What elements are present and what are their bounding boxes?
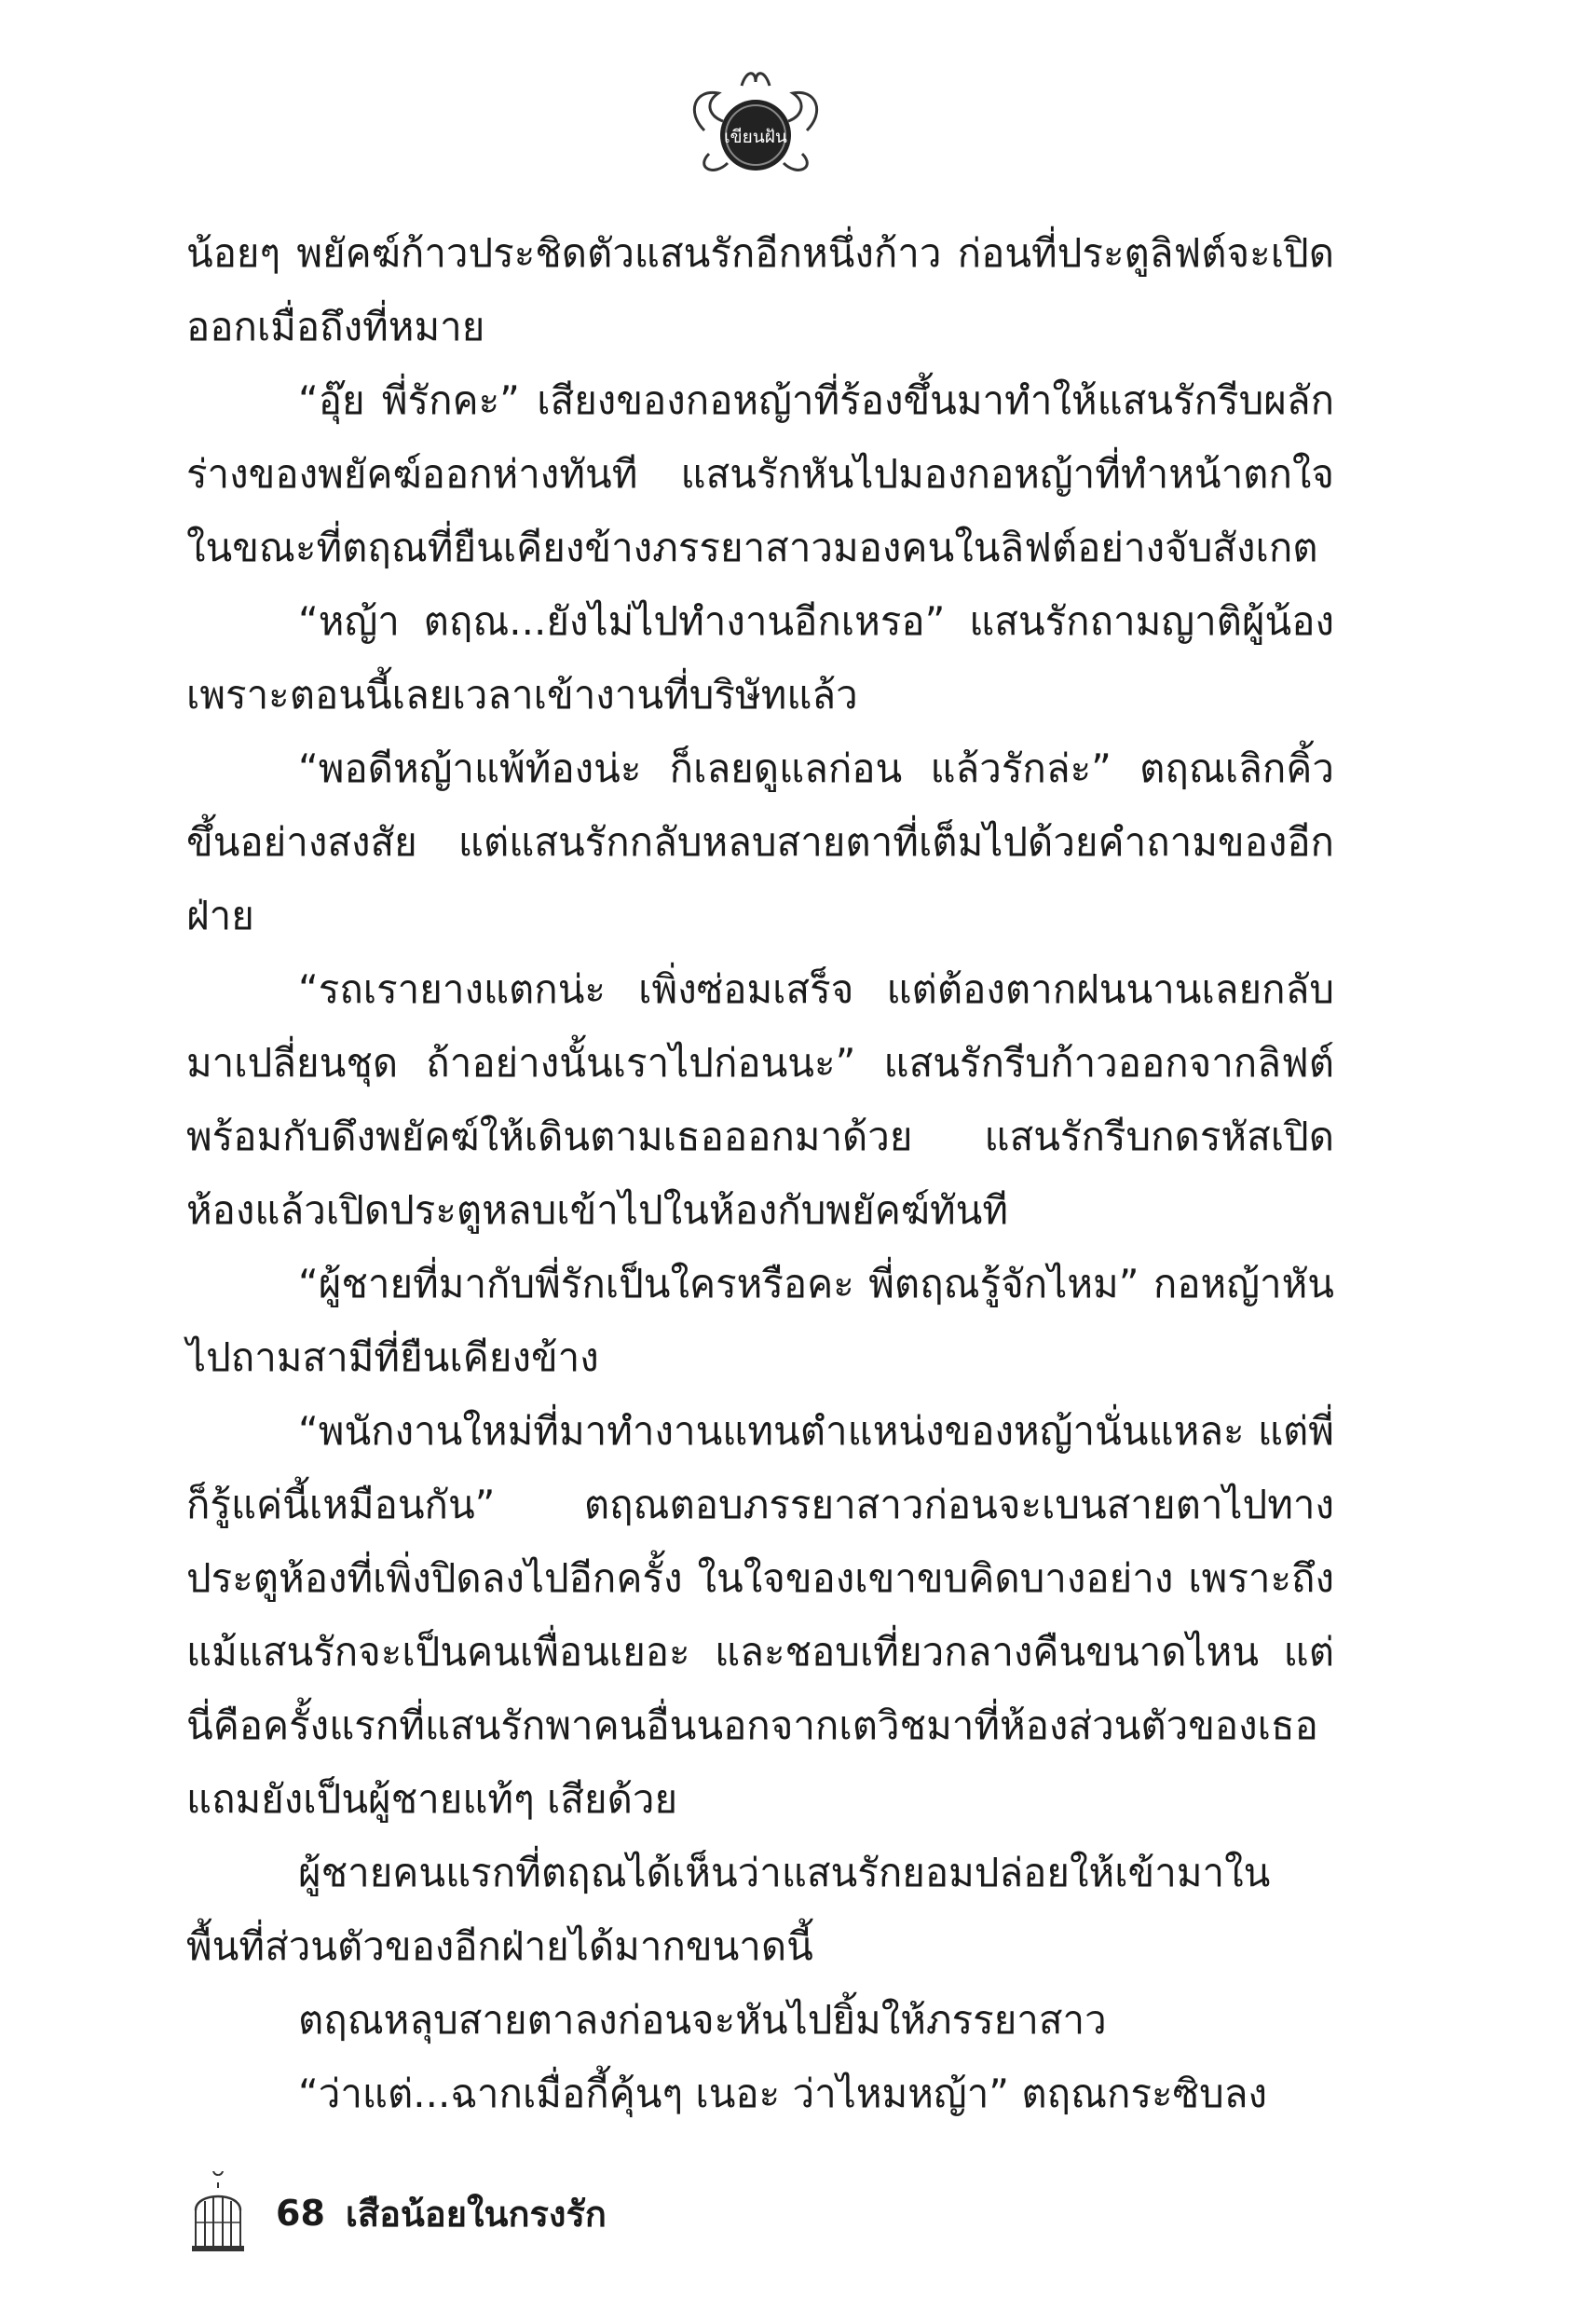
paragraph: “พอดีหญ้าแพ้ท้องน่ะ ก็เลยดูแลก่อน แล้วรักล่ะ” ตฤณเลิกคิ้วขึ้นอย่างสงสัย แต่แสนรักกลับหลบสายตาที่เต็มไปด้วยคำถามของอีกฝ่าย <box>186 745 1334 938</box>
paragraph: “รถเรายางแตกน่ะ เพิ่งซ่อมเสร็จ แต่ต้องตากฝนนานเลยกลับมาเปลี่ยนชุด ถ้าอย่างนั้นเราไปก่อนนะ” แสนรักรีบก้าวออกจากลิฟต์พร้อมกับดึงพยัคฆ์ให้เดินตามเธอออกมาด้วย แสนรักรีบกดรหัสเปิดห้องแล้วเปิดประตูหลบเข้าไปในห้องกับพยัคฆ์ทันที <box>186 966 1334 1233</box>
paragraph: “พนักงานใหม่ที่มาทำงานแทนตำแหน่งของหญ้านั่นแหละ แต่พี่ก็รู้แค่นี้เหมือนกัน” ตฤณตอบภรรยาสาวก่อนจะเบนสายตาไปทางประตูห้องที่เพิ่งปิดลงไปอีกครั้ง ในใจของเขาขบคิดบางอย่าง เพราะถึงแม้แสนรักจะเป็นคนเพื่อนเยอะ และชอบเที่ยวกลางคืนขนาดไหน แต่นี่คือครั้งแรกที่แสนรักพาคนอื่นนอกจากเตวิชมาที่ห้องส่วนตัวของเธอ แถมยังเป็นผู้ชายแท้ๆ เสียด้วย <box>186 1408 1334 1822</box>
body-text <box>186 216 1334 2130</box>
paragraph: ผู้ชายคนแรกที่ตฤณได้เห็นว่าแสนรักยอมปล่อยให้เข้ามาในพื้นที่ส่วนตัวของอีกฝ่ายได้มากขนาดนี้ <box>186 1850 1271 1969</box>
paragraph: “ผู้ชายที่มากับพี่รักเป็นใครหรือคะ พี่ตฤณรู้จักไหม” กอหญ้าหันไปถามสามีที่ยืนเคียงข้าง <box>186 1261 1334 1380</box>
paragraph: น้อยๆ พยัคฆ์ก้าวประชิดตัวแสนรักอีกหนึ่งก้าว ก่อนที่ประตูลิฟต์จะเปิดออกเมื่อถึงที่หมาย <box>186 230 1334 349</box>
paragraph: ตฤณหลุบสายตาลงก่อนจะหันไปยิ้มให้ภรรยาสาว <box>298 1997 1107 2043</box>
logo-text: เขียนฝัน <box>724 127 787 147</box>
page-footer <box>186 2171 607 2255</box>
birdcage-icon <box>186 2171 250 2255</box>
paragraph: “ว่าแต่...ฉากเมื่อกี้คุ้นๆ เนอะ ว่าไหมหญ้า” ตฤณกระซิบลง <box>298 2071 1268 2116</box>
book-title: เสือน้อยในกรงรัก <box>345 2193 607 2235</box>
paragraph: “อุ๊ย พี่รักคะ” เสียงของกอหญ้าที่ร้องขึ้นมาทำให้แสนรักรีบผลักร่างของพยัคฆ์ออกห่างทันที แสนรักหันไปมองกอหญ้าที่ทำหน้าตกใจ ในขณะที่ตฤณที่ยืนเคียงข้างภรรยาสาวมองคนในลิฟต์อย่างจับสังเกต <box>186 377 1334 570</box>
page-number: 68 <box>276 2193 325 2234</box>
publisher-logo <box>686 65 825 186</box>
paragraph: “หญ้า ตฤณ...ยังไม่ไปทำงานอีกเหรอ” แสนรักถามญาติผู้น้องเพราะตอนนี้เลยเวลาเข้างานที่บริษัทแล้ว <box>186 598 1334 718</box>
ornamental-emblem-icon <box>686 65 825 186</box>
